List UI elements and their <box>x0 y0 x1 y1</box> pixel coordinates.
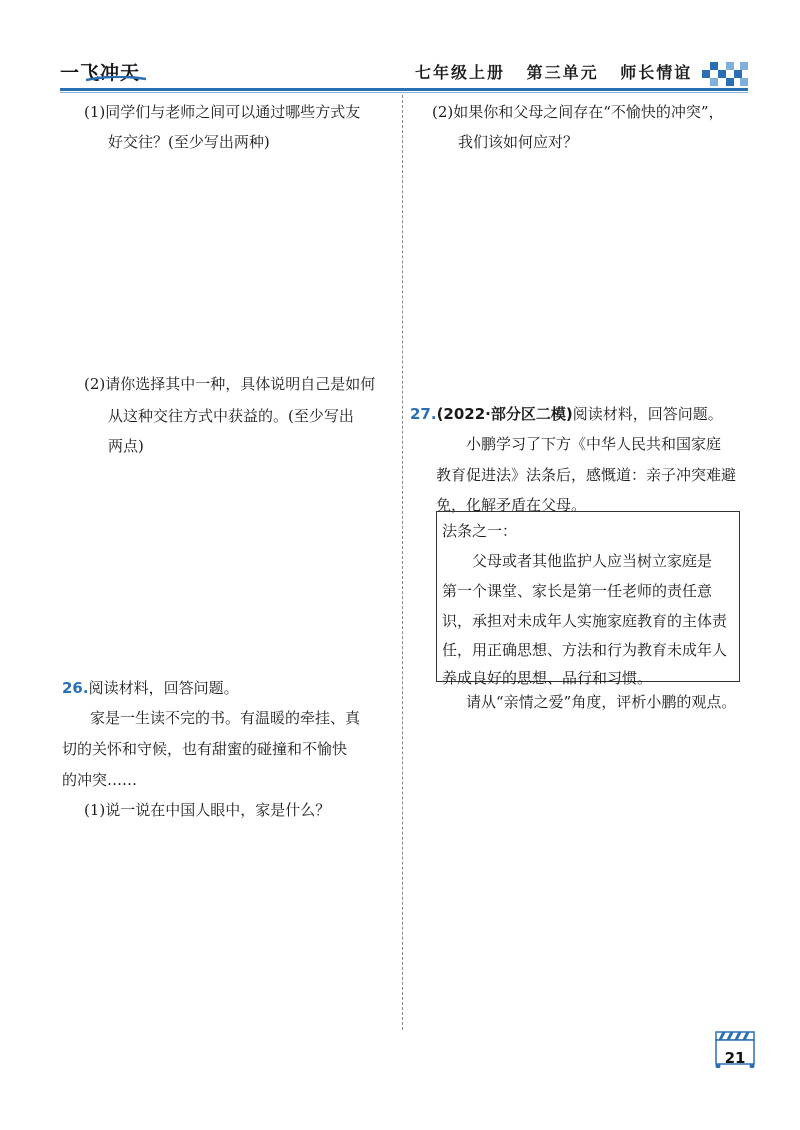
law-line-2: 第一个课堂、家长是第一任老师的责任意 <box>442 582 713 600</box>
q27-material-line2: 教育促进法》法条后，感慨道：亲子冲突难避 <box>436 466 737 484</box>
header-grade: 七年级上册 <box>415 63 506 82</box>
q27-material-line1: 小鹏学习了下方《中华人民共和国家庭 <box>466 435 722 453</box>
law-line-3: 识，承担对未成年人实施家庭教育的主体责 <box>442 612 728 630</box>
brand-swoosh-icon <box>86 76 146 82</box>
law-line-4: 任，用正确思想、方法和行为教育未成年人 <box>442 641 728 659</box>
q-prev-sub1-line1: (1)同学们与老师之间可以通过哪些方式友 <box>84 103 361 121</box>
brand-text: 一飞冲天 <box>60 62 141 84</box>
column-divider <box>402 95 403 1030</box>
q-prev-sub2-line3: 两点) <box>108 437 144 455</box>
law-title: 法条之一： <box>442 522 518 540</box>
checker-pattern-icon <box>702 56 748 86</box>
q26-sub2-line2: 我们该如何应对？ <box>458 133 579 151</box>
law-line-5: 养成良好的思想、品行和习惯。 <box>442 669 653 687</box>
page-number: 21 <box>724 1049 746 1067</box>
question-27-heading <box>410 398 723 430</box>
header-rule <box>60 88 748 91</box>
question-27-prompt: 阅读材料，回答问题。 <box>572 405 723 423</box>
q26-sub2-line1: (2)如果你和父母之间存在“不愉快的冲突”， <box>432 103 724 121</box>
q26-material-line3: 的冲突…… <box>62 771 138 789</box>
q-prev-sub1-line2: 好交往？(至少写出两种) <box>108 133 270 151</box>
question-26-heading <box>62 672 239 704</box>
page-header <box>60 56 748 86</box>
q26-sub1: (1)说一说在中国人眼中，家是什么？ <box>84 801 331 819</box>
header-topic: 师长情谊 <box>620 63 693 82</box>
law-line-1: 父母或者其他监护人应当树立家庭是 <box>472 552 713 570</box>
header-title <box>415 60 706 83</box>
q27-material-line3: 免，化解矛盾在父母。 <box>436 496 587 514</box>
q27-question: 请从“亲情之爱”角度，评析小鹏的观点。 <box>466 693 737 711</box>
question-26-prompt: 阅读材料，回答问题。 <box>88 679 239 697</box>
question-27-source: (2022·部分区二模) <box>436 405 573 423</box>
brand-logo <box>60 58 140 85</box>
q26-material-line1: 家是一生读不完的书。有温暖的牵挂、真 <box>90 709 361 727</box>
q-prev-sub2-line1: (2)请你选择其中一种，具体说明自己是如何 <box>84 375 376 393</box>
header-rule-thin <box>60 92 748 93</box>
header-unit: 第三单元 <box>526 63 599 82</box>
q26-material-line2: 切的关怀和守候，也有甜蜜的碰撞和不愉快 <box>62 740 348 758</box>
question-26-number: 26. <box>62 679 89 697</box>
question-27-number: 27. <box>410 405 437 423</box>
q-prev-sub2-line2: 从这种交往方式中获益的。(至少写出 <box>108 407 354 425</box>
